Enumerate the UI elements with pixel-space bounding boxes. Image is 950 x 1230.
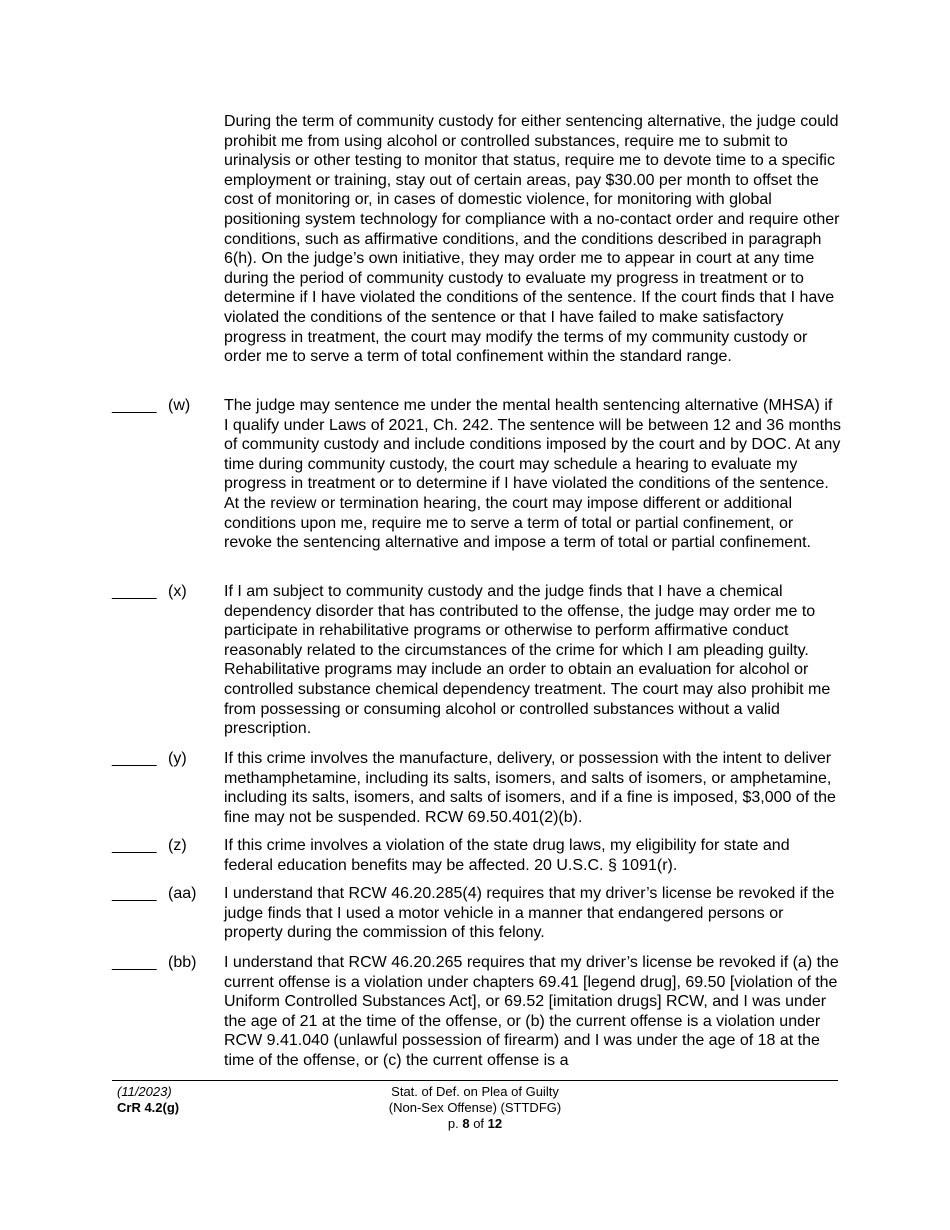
initial-blank[interactable]: _____: [112, 750, 157, 767]
list-item-aa: [112, 884, 842, 943]
page-total: 12: [487, 1116, 503, 1131]
initial-blank[interactable]: _____: [112, 583, 157, 600]
item-text: If this crime involves the manufacture, delivery, or possession with the intent to deliver methamphetamine, including its salts, isomers, and salts of isomers, or amphetamine, including its salts, isomers, and salts of isomers, and if a fine is imposed, $3,000 of the fine may not be suspended. RCW 69.50.401(2)(b).: [224, 750, 836, 826]
initial-blank[interactable]: _____: [112, 397, 157, 414]
list-item-z: [112, 836, 842, 875]
item-text: I understand that RCW 46.20.265 requires that my driver’s license be revoked if (a) the current offense is a violation under chapters 69.41 [legend drug], 69.50 [violation of the Uniform Controlled Substances Act], or 69.52 [imitation drugs] RCW, and I was under the age of 21 at the time of the offense, or (b) the current offense is a violation under RCW 9.41.040 (unlawful possession of firearm) and I was under the age of 18 at the time of the offense, or (c) the current offense is a: [224, 954, 839, 1069]
page-number: 8: [462, 1116, 470, 1131]
footer-divider: [112, 1080, 838, 1081]
list-item-w: [112, 396, 842, 553]
list-item-y: [112, 749, 842, 827]
item-letter: (aa): [168, 885, 197, 902]
page-of: of: [473, 1116, 485, 1131]
form-subtitle: (Non-Sex Offense) (STTDFG): [388, 1100, 562, 1115]
item-text: The judge may sentence me under the mental health sentencing alternative (MHSA) if I qualify under Laws of 2021, Ch. 242. The sentence will be between 12 and 36 months of community custody and include conditions imposed by the court and by DOC. At any time during community custody, the court may schedule a hearing to evaluate my progress in treatment or to determine if I have violated the conditions of the sentence. At the review or termination hearing, the court may impose different or additional conditions upon me, require me to serve a term of total or partial confinement, or revoke the sentencing alternative and impose a term of total or partial confinement.: [224, 397, 841, 552]
item-letter: (z): [168, 837, 187, 854]
form-title: Stat. of Def. on Plea of Guilty: [391, 1084, 559, 1099]
form-date: (11/2023): [117, 1084, 172, 1099]
item-text: If I am subject to community custody and the judge finds that I have a chemical dependency disorder that has contributed to the offense, the judge may order me to participate in rehabilitative programs or otherwise to perform affirmative conduct reasonably related to the circumstances of the crime for which I am pleading guilty. Rehabilitative programs may include an order to obtain an evaluation for alcohol or controlled substance chemical dependency treatment. The court may also prohibit me from possessing or consuming alcohol or controlled substances without a valid prescription.: [224, 583, 831, 738]
item-text: I understand that RCW 46.20.285(4) requires that my driver’s license be revoked if the judge finds that I used a motor vehicle in a manner that endangered persons or property during the commission of this felony.: [224, 885, 835, 942]
page-prefix: p.: [447, 1116, 459, 1131]
court-rule: CrR 4.2(g): [117, 1100, 180, 1115]
item-letter: (bb): [168, 954, 197, 971]
item-letter: (w): [168, 397, 191, 414]
intro-paragraph: During the term of community custody for either sentencing alternative, the judge could prohibit me from using alcohol or controlled substances, require me to submit to urinalysis or other testing to monitor that status, require me to devote time to a specific employment or training, stay out of certain areas, pay $30.00 per month to offset the cost of monitoring or, in cases of domestic violence, for monitoring with global positioning system technology for compliance with a no-contact order and require other conditions, such as affirmative conditions, and the conditions described in paragraph 6(h). On the judge’s own initiative, they may order me to appear in court at any time during the period of community custody to evaluate my progress in treatment or to determine if I have violated the conditions of the sentence. If the court finds that I have violated the conditions of the sentence or that I have failed to make satisfactory progress in treatment, the court may modify the terms of my community custody or order me to serve a term of total confinement within the standard range.: [224, 113, 840, 366]
footer-left: [117, 1084, 179, 1116]
footer-center: [330, 1084, 620, 1132]
list-item-x: [112, 582, 842, 739]
initial-blank[interactable]: _____: [112, 954, 157, 971]
item-letter: (x): [168, 583, 187, 600]
page-number-line: [330, 1116, 620, 1132]
initial-blank[interactable]: _____: [112, 837, 157, 854]
item-text: If this crime involves a violation of the state drug laws, my eligibility for state and federal education benefits may be affected. 20 U.S.C. § 1091(r).: [224, 837, 790, 874]
item-letter: (y): [168, 750, 187, 767]
list-item-bb: [112, 953, 842, 1071]
initial-blank[interactable]: _____: [112, 885, 157, 902]
